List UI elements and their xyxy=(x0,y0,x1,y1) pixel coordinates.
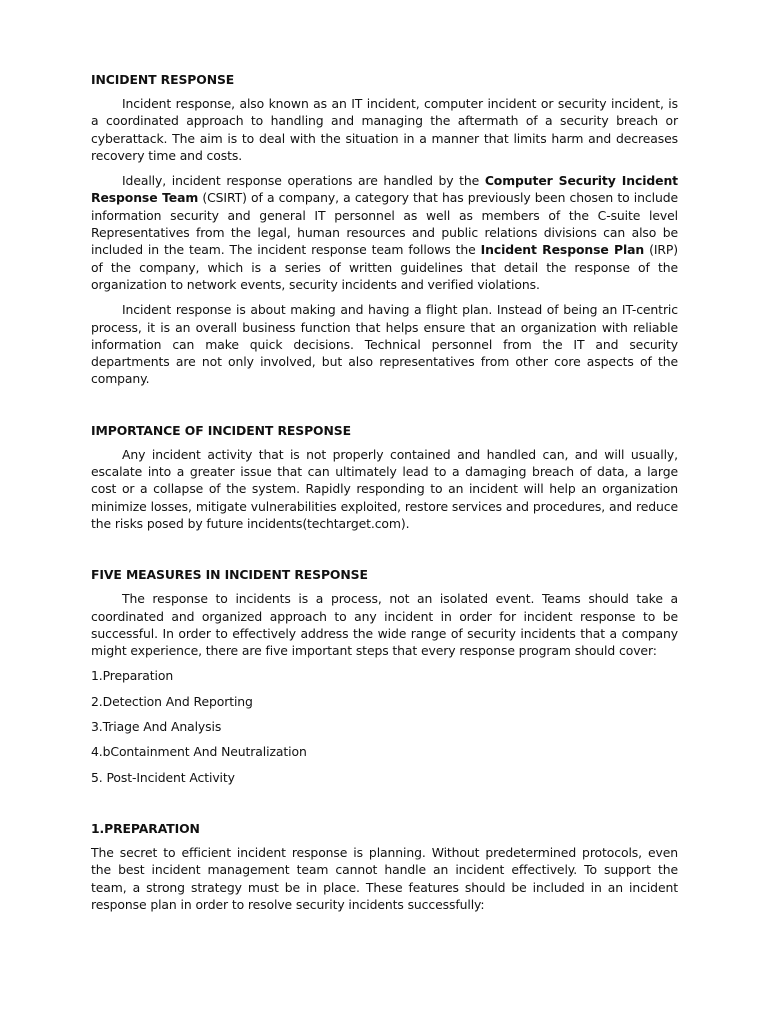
bold-term-irp: Incident Response Plan xyxy=(480,242,645,258)
list-item: 1.Preparation xyxy=(91,668,174,684)
list-item: 3.Triage And Analysis xyxy=(91,719,222,735)
list-item: 5. Post-Incident Activity xyxy=(91,769,235,785)
section-spacer xyxy=(91,396,678,422)
bold-term-csirt: Computer Security Incident Response Team xyxy=(91,173,678,206)
document-body xyxy=(91,71,678,921)
paragraph-flight-plan: Incident response is about making and having a flight plan. Instead of being an IT-centric process, it is an overall business function that helps ensure that an organization with reliable information can make quick decisions. Technical personnel from the IT and security departments are not only involved, but also representatives from other core aspects of the company. xyxy=(91,302,678,387)
paragraph-importance: Any incident activity that is not properly contained and handled can, and will usually, escalate into a greater issue that can ultimately lead to a damaging breach of data, a large cost or a collapse of the system. Rapidly responding to an incident will help an organization minimize losses, mitigate vulnerabilities exploited, restore services and procedures, and reduce the risks posed by future incidents(techtarget.com). xyxy=(91,446,678,531)
section-heading-five-measures: FIVE MEASURES IN INCIDENT RESPONSE xyxy=(91,567,368,583)
section-spacer xyxy=(91,794,678,820)
paragraph-five-measures: The response to incidents is a process, not an isolated event. Teams should take a coordinated and organized approach to any incident in order for incident response to be successful. In order to effectively address the wide range of security incidents that a company might experience, there are five important steps that every response program should cover: xyxy=(91,591,678,659)
text-run: Ideally, incident response operations are handled by the xyxy=(122,173,485,189)
paragraph-csirt xyxy=(91,172,678,293)
list-item: 4.bContainment And Neutralization xyxy=(91,744,307,760)
list-item: 2.Detection And Reporting xyxy=(91,693,253,709)
paragraph-preparation: The secret to efficient incident response is planning. Without predetermined protocols, even the best incident management team cannot handle an incident effectively. To support the team, a strong strategy must be in place. These features should be included in an incident response plan in order to resolve security incidents successfully: xyxy=(91,844,678,912)
text-run: (CSIRT) of a company, a category that has previously been chosen to include information security and general IT personnel as well as members of the C-suite level Representatives from the legal, human resources and public relations divisions can also be included in the team. The incident response team follows the xyxy=(91,190,678,258)
section-heading-incident-response: INCIDENT RESPONSE xyxy=(91,72,235,87)
text-run: (IRP) of the company, which is a series of written guidelines that detail the response of the organization to network events, security incidents and verified violations. xyxy=(91,242,679,292)
section-heading-importance: IMPORTANCE OF INCIDENT RESPONSE xyxy=(91,422,351,438)
section-spacer xyxy=(91,540,678,566)
paragraph-definition: Incident response, also known as an IT incident, computer incident or security incident, is a coordinated approach to handling and managing the aftermath of a security breach or cyberattack. The aim is to deal with the situation in a manner that limits harm and decreases recovery time and costs. xyxy=(91,96,678,163)
section-heading-preparation: 1.PREPARATION xyxy=(91,820,200,836)
